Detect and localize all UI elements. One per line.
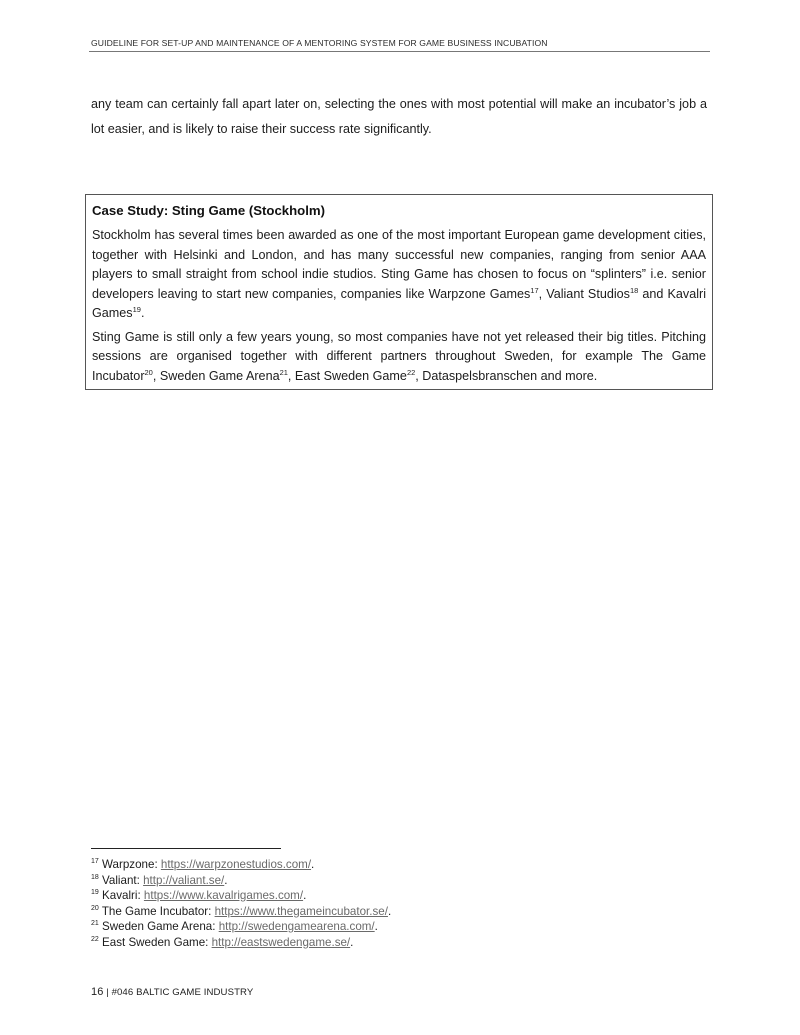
footnote-20 bbox=[91, 904, 691, 920]
footnote-label: The Game Incubator: bbox=[101, 904, 215, 918]
footnote-17 bbox=[91, 857, 691, 873]
footnote-ref[interactable]: 22 bbox=[406, 367, 416, 377]
footnote-link[interactable]: https://www.thegameincubator.se/ bbox=[214, 904, 388, 918]
footnote-label: Valiant: bbox=[102, 873, 144, 887]
page-footer bbox=[91, 986, 253, 998]
footnote-19 bbox=[91, 888, 691, 904]
punct: . bbox=[224, 873, 228, 887]
text: , Sweden Game Arena bbox=[152, 368, 280, 383]
text: Sting Game is still only a few years young, so most companies have not yet released their big titles. Pitching sessions are organised together with different partners throughout Sweden, for example The Game Incubator bbox=[92, 329, 706, 383]
footnote-ref[interactable]: 18 bbox=[629, 285, 639, 295]
footnote-separator bbox=[91, 848, 281, 849]
footnote-label: Kavalri: bbox=[102, 889, 144, 902]
footnote-18 bbox=[91, 873, 691, 889]
footnote-number: 18 bbox=[91, 873, 99, 881]
text: and Kavalri Games bbox=[92, 286, 706, 320]
punct: . bbox=[303, 889, 307, 902]
running-header: GUIDELINE FOR SET-UP AND MAINTENANCE OF A MENTORING SYSTEM FOR GAME BUSINESS INCUBATION bbox=[91, 38, 548, 48]
footnote-label: Warpzone: bbox=[102, 858, 161, 871]
text: , East Sweden Game bbox=[287, 368, 407, 383]
footnote-ref[interactable]: 19 bbox=[132, 304, 141, 314]
footnote-link[interactable]: http://eastswedengame.se/ bbox=[211, 935, 351, 949]
footnote-label: East Sweden Game: bbox=[102, 935, 212, 949]
punct: . bbox=[311, 858, 315, 871]
punct: . bbox=[374, 920, 378, 933]
footnote-ref[interactable]: 21 bbox=[279, 367, 288, 377]
footnote-link[interactable]: https://www.kavalrigames.com/ bbox=[143, 889, 304, 902]
publication-name: #046 BALTIC GAME INDUSTRY bbox=[111, 987, 254, 998]
punct: . bbox=[387, 904, 392, 918]
footnotes bbox=[91, 857, 691, 950]
footnote-22 bbox=[91, 935, 691, 951]
case-study-box bbox=[85, 194, 713, 390]
page-number: 16 bbox=[91, 986, 104, 998]
case-study-title: Case Study: Sting Game (Stockholm) bbox=[92, 203, 326, 218]
text: , Valiant Studios bbox=[538, 286, 630, 301]
punct: . bbox=[350, 935, 354, 949]
text: Stockholm has several times been awarded as one of the most important European game development cities, together with Helsinki and London, and has many successful new companies, ranging from senior AAA players to small straight from school indie studios. Sting Game has chosen to focus on “splinters” i.e. senior developers leaving to start new companies, companies like Warpzone Games bbox=[92, 228, 706, 301]
header-divider bbox=[89, 51, 710, 52]
footnote-number: 20 bbox=[91, 904, 99, 912]
footnote-number: 17 bbox=[91, 858, 99, 866]
body-paragraph: any team can certainly fall apart later on, selecting the ones with most potential will make an incubator’s job a lot easier, and is likely to raise their success rate significantly. bbox=[91, 97, 707, 136]
footnote-ref[interactable]: 17 bbox=[530, 285, 539, 295]
footnote-21 bbox=[91, 919, 691, 935]
footnote-link[interactable]: http://valiant.se/ bbox=[143, 873, 225, 887]
footnote-link[interactable]: http://swedengamearena.com/ bbox=[218, 920, 375, 933]
footnote-link[interactable]: https://warpzonestudios.com/ bbox=[160, 858, 312, 871]
footnote-number: 22 bbox=[91, 935, 99, 943]
footnote-number: 21 bbox=[91, 920, 99, 928]
separator: | bbox=[103, 987, 112, 998]
footnote-label: Sweden Game Arena: bbox=[102, 920, 219, 933]
text: . bbox=[140, 306, 145, 320]
footnote-number: 19 bbox=[91, 889, 99, 897]
case-study-paragraph-2 bbox=[92, 328, 706, 387]
footnote-ref[interactable]: 20 bbox=[144, 367, 153, 377]
text: , Dataspelsbranschen and more. bbox=[415, 368, 598, 383]
case-study-paragraph-1 bbox=[92, 226, 706, 324]
